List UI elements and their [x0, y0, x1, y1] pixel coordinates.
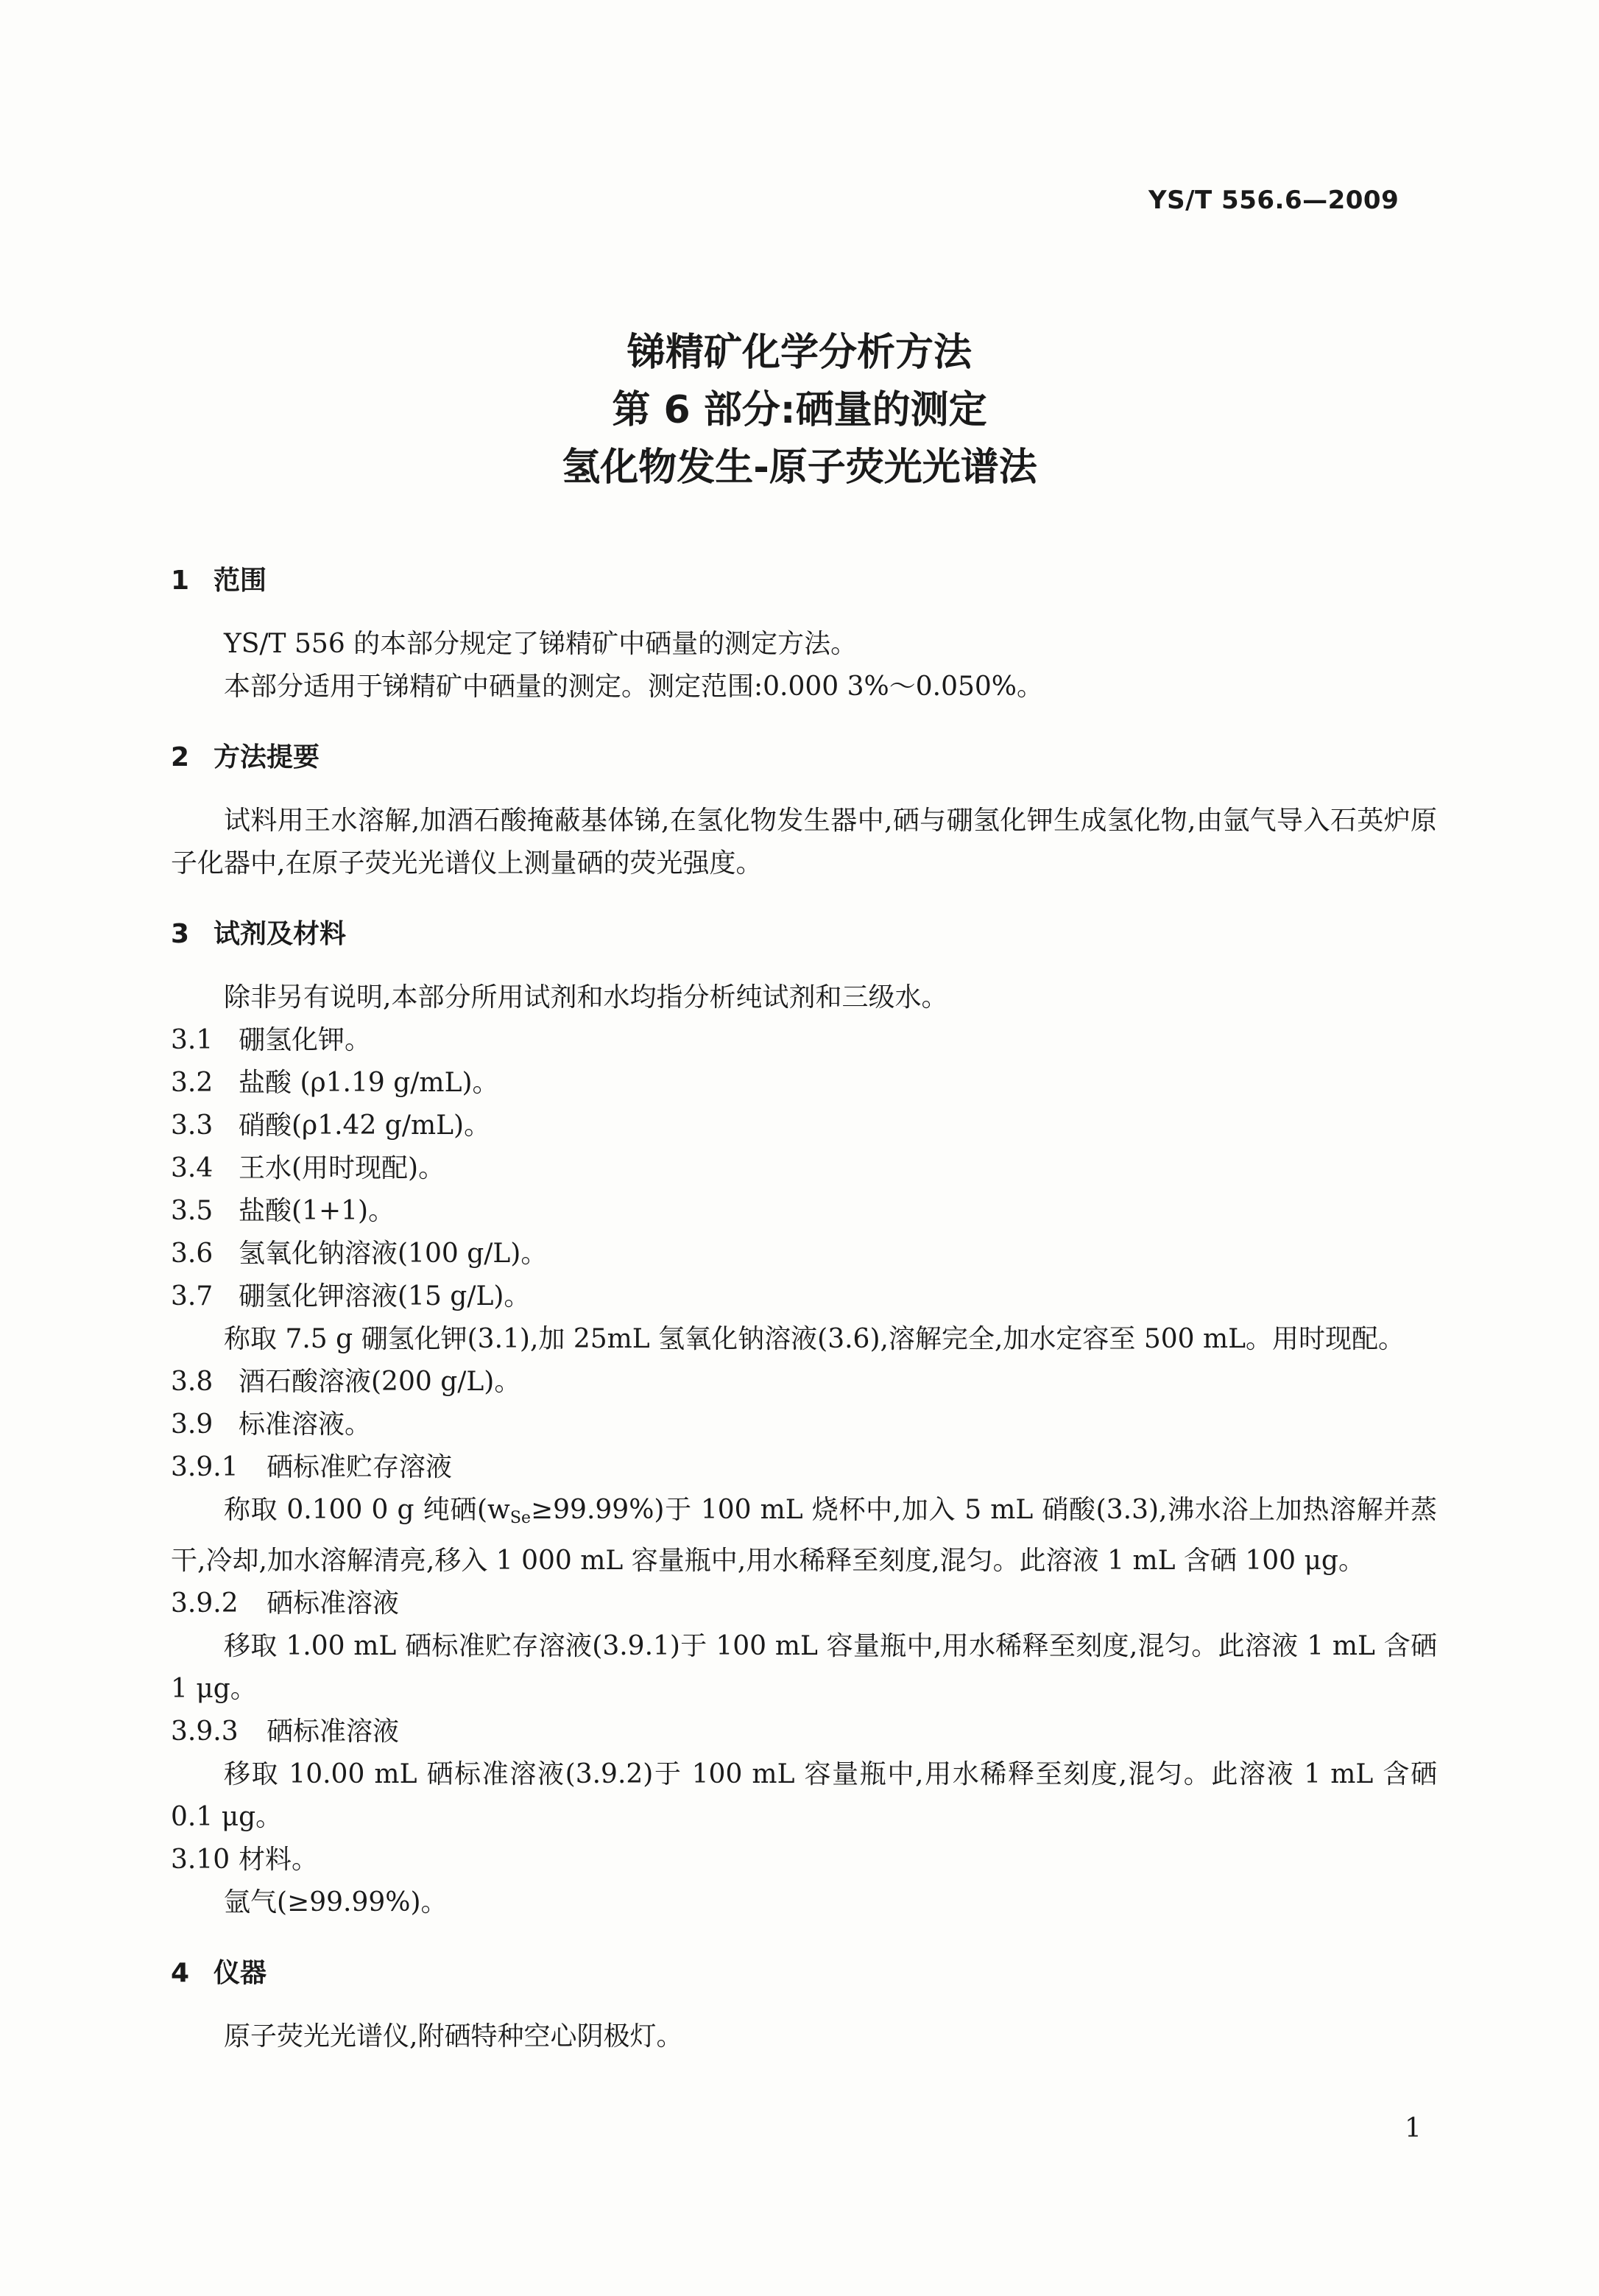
item-3-10: 3.10 材料。 [171, 1845, 319, 1875]
section-2-heading: 2 方法提要 [171, 742, 320, 772]
item-3-5: 3.5 盐酸(1+1)。 [171, 1196, 395, 1226]
item-3-9-3: 3.9.3 硒标准溶液 [171, 1716, 400, 1747]
item-3-7: 3.7 硼氢化钾溶液(15 g/L)。 [171, 1281, 531, 1311]
item-3-9: 3.9 标准溶液。 [171, 1409, 372, 1440]
section-1-paragraph-1: YS/T 556 的本部分规定了锑精矿中硒量的测定方法。 [224, 629, 858, 659]
section-3-heading: 3 试剂及材料 [171, 919, 347, 949]
section-2-paragraph: 试料用王水溶解,加酒石酸掩蔽基体锑,在氢化物发生器中,硒与硼氢化钾生成氢化物,由氩气导入石英炉原子化器中,在原子荧光光谱仪上测量硒的荧光强度。 [171, 806, 1437, 878]
title-line-3: 氢化物发生-原子荧光光谱法 [562, 446, 1037, 490]
item-3-6: 3.6 氢氧化钠溶液(100 g/L)。 [171, 1239, 548, 1269]
item-3-2: 3.2 盐酸 (ρ1.19 g/mL)。 [171, 1068, 499, 1098]
item-3-9-2: 3.9.2 硒标准溶液 [171, 1588, 400, 1619]
document-body [171, 560, 1437, 2058]
section-4-paragraph: 原子荧光光谱仪,附硒特种空心阴极灯。 [224, 2021, 683, 2052]
section-1-heading: 1 范围 [171, 566, 267, 596]
section-3-intro: 除非另有说明,本部分所用试剂和水均指分析纯试剂和三级水。 [224, 982, 948, 1013]
title-line-2: 第 6 部分:硒量的测定 [612, 388, 987, 432]
standard-code: YS/T 556.6—2009 [1148, 186, 1399, 215]
item-3-8: 3.8 酒石酸溶液(200 g/L)。 [171, 1367, 521, 1397]
item-3-7-paragraph: 称取 7.5 g 硼氢化钾(3.1),加 25mL 氢氧化钠溶液(3.6),溶解完全,加水定容至 500 mL。用时现配。 [224, 1324, 1405, 1354]
title-line-1: 锑精矿化学分析方法 [626, 331, 972, 375]
page-number: 1 [1405, 2113, 1422, 2144]
section-4-heading: 4 仪器 [171, 1958, 267, 1988]
section-1-paragraph-2: 本部分适用于锑精矿中硒量的测定。测定范围:0.000 3%～0.050%。 [224, 672, 1044, 702]
item-3-10-paragraph: 氩气(≥99.99%)。 [224, 1887, 448, 1918]
item-3-3: 3.3 硝酸(ρ1.42 g/mL)。 [171, 1110, 491, 1141]
document-title [0, 324, 1599, 496]
item-3-9-2-paragraph: 移取 1.00 mL 硒标准贮存溶液(3.9.1)于 100 mL 容量瓶中,用水稀释至刻度,混匀。此溶液 1 mL 含硒 1 μg。 [171, 1631, 1437, 1704]
item-3-1: 3.1 硼氢化钾。 [171, 1025, 372, 1055]
item-3-9-1: 3.9.1 硒标准贮存溶液 [171, 1452, 453, 1482]
item-3-4: 3.4 王水(用时现配)。 [171, 1153, 445, 1183]
item-3-9-3-paragraph: 移取 10.00 mL 硒标准溶液(3.9.2)于 100 mL 容量瓶中,用水稀释至刻度,混匀。此溶液 1 mL 含硒 0.1 μg。 [171, 1759, 1437, 1832]
item-3-9-1-paragraph: 称取 0.100 0 g 纯硒(wSe≥99.99%)于 100 mL 烧杯中,加入 5 mL 硝酸(3.3),沸水浴上加热溶解并蒸干,冷却,加水溶解清亮,移入 1 000 mL 容量瓶中,用水稀释至刻度,混匀。此溶液 1 mL 含硒 100 μg。 [171, 1495, 1437, 1576]
